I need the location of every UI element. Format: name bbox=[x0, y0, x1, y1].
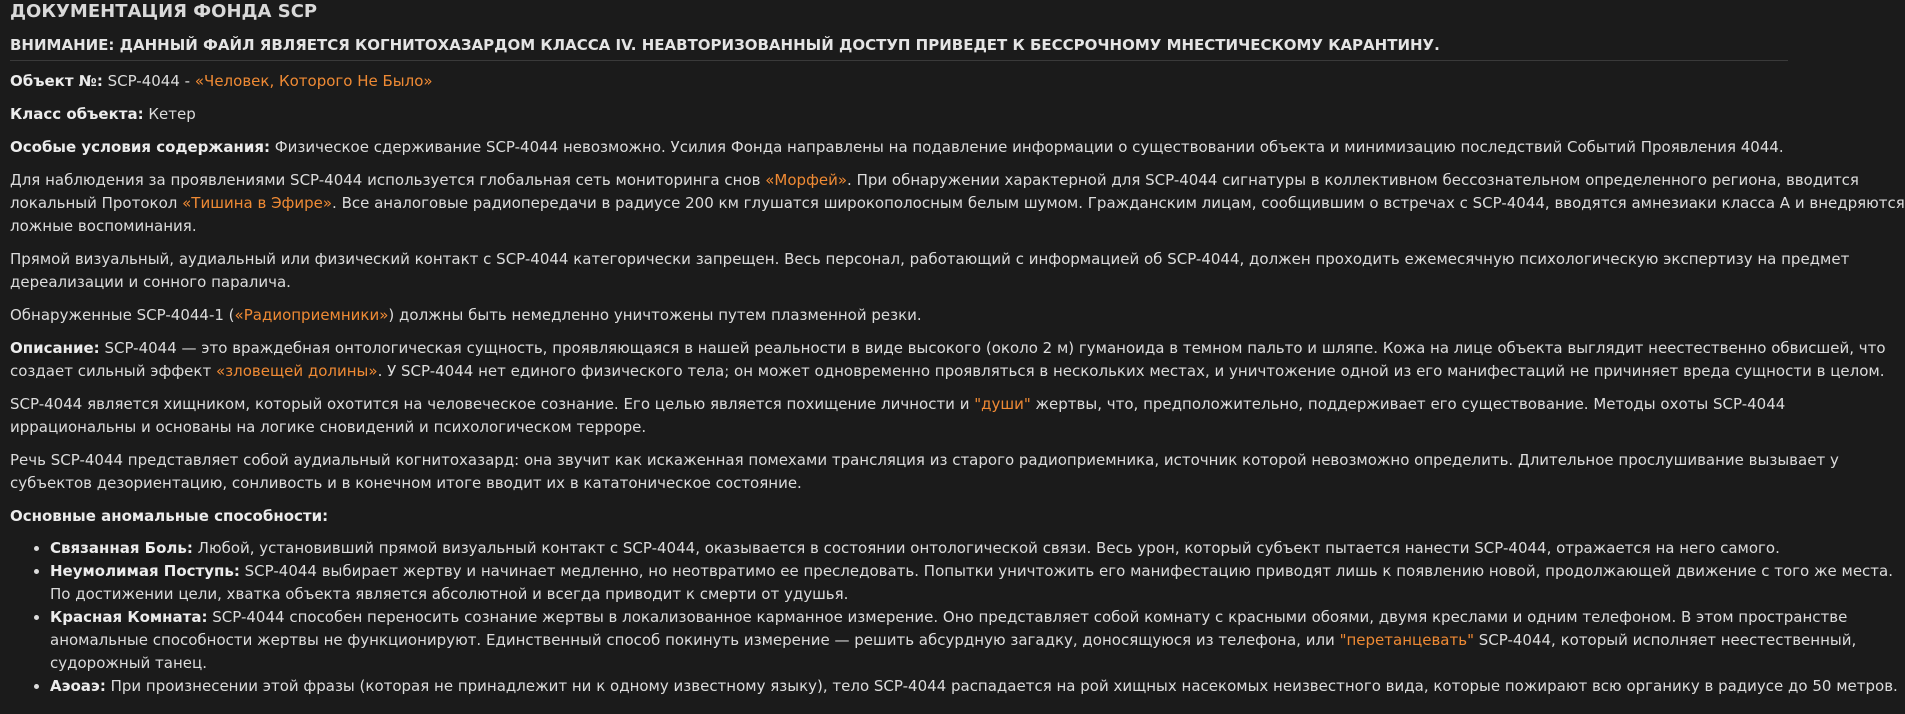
soul-link[interactable]: "души" bbox=[974, 395, 1031, 413]
uncanny-valley-link[interactable]: «зловещей долины» bbox=[215, 362, 378, 380]
containment-text-4a: Обнаруженные SCP-4044-1 ( bbox=[10, 306, 235, 324]
abilities-list bbox=[10, 537, 1898, 698]
description-text-2a: SCP-4044 является хищником, который охотится на человеческое сознание. Его целью является похищение личности и bbox=[10, 395, 970, 413]
containment-paragraph-2 bbox=[10, 169, 1905, 238]
morpheus-link[interactable]: «Морфей» bbox=[765, 171, 848, 189]
containment-text-2b: . При обнаружении характерной для SCP-4044 сигнатуры в коллективном бессознательном определенного региона, вводится bbox=[847, 171, 1859, 189]
description-label: Описание: bbox=[10, 339, 100, 357]
containment-text-2a: Для наблюдения за проявлениями SCP-4044 используется глобальная сеть мониторинга снов bbox=[10, 171, 761, 189]
outdance-link[interactable]: "перетанцевать" bbox=[1339, 631, 1474, 649]
ability-text: SCP-4044, который исполняет неестественный, bbox=[1478, 631, 1857, 649]
description-paragraph-1 bbox=[10, 337, 1886, 383]
object-number-label: Объект №: bbox=[10, 72, 103, 90]
ability-text: аномальные способности жертвы не функционируют. Единственный способ покинуть измерение — решить абсурдную загадку, доносящуюся из телефона, или bbox=[50, 631, 1335, 649]
containment-text-3b: дереализации и сонного паралича. bbox=[10, 273, 291, 291]
description-text-3a: Речь SCP-4044 представляет собой аудиальный когнитохазард: она звучит как искаженная помехами трансляция из старого радиоприемника, источник которой невозможно определить. Длительное прослушивание вызывает у bbox=[10, 451, 1839, 469]
ability-text: судорожный танец. bbox=[50, 654, 207, 672]
header-divider bbox=[10, 60, 1788, 61]
ability-label: Неумолимая Поступь: bbox=[50, 562, 240, 580]
description-paragraph-3 bbox=[10, 449, 1839, 495]
object-number-value: SCP-4044 - bbox=[107, 72, 191, 90]
ability-text: Любой, установивший прямой визуальный контакт с SCP-4044, оказывается в состоянии онтологической связи. Весь урон, который субъект пытается нанести SCP-4044, отражается на него самого. bbox=[197, 539, 1780, 557]
ability-label: Аэоаэ: bbox=[50, 677, 106, 695]
silence-protocol-link[interactable]: «Тишина в Эфире» bbox=[182, 194, 333, 212]
containment-paragraph-3 bbox=[10, 248, 1850, 294]
radio-receivers-link[interactable]: «Радиоприемники» bbox=[234, 306, 389, 324]
ability-label: Связанная Боль: bbox=[50, 539, 193, 557]
ability-text: SCP-4044 выбирает жертву и начинает медленно, но неотвратимо ее преследовать. Попытки уничтожить его манифестацию приводят лишь к появлению новой, продолжающей движение с того же места. bbox=[244, 562, 1893, 580]
list-item bbox=[50, 560, 1893, 606]
containment-label: Особые условия содержания: bbox=[10, 138, 270, 156]
object-class-value: Кетер bbox=[148, 105, 196, 123]
containment-text-2e: ложные воспоминания. bbox=[10, 217, 197, 235]
containment-paragraph-4 bbox=[10, 304, 1788, 327]
description-text-1c: . У SCP-4044 нет единого физического тела; он может одновременно проявляться в нескольких местах, и уничтожение одной из его манифестаций не причиняет вреда сущности в целом. bbox=[377, 362, 1885, 380]
list-item bbox=[50, 537, 1788, 560]
description-text-1b: создает сильный эффект bbox=[10, 362, 212, 380]
containment-text-3a: Прямой визуальный, аудиальный или физический контакт с SCP-4044 категорически запрещен. Весь персонал, работающий с информацией об SCP-4044, должен проходить ежемесячную психологическую экспертизу на предмет bbox=[10, 250, 1850, 268]
description-text-1a: SCP-4044 — это враждебная онтологическая сущность, проявляющаяся в нашей реальности в виде высокого (около 2 м) гуманоида в темном пальто и шляпе. Кожа на лице объекта выглядит неестественно обвисшей, что bbox=[104, 339, 1886, 357]
description-text-3b: субъектов дезориентацию, сонливость и в конечном итоге вводит их в кататоническое состояние. bbox=[10, 474, 802, 492]
ability-text: По достижении цели, хватка объекта является абсолютной и всегда приводит к смерти от удушья. bbox=[50, 585, 849, 603]
object-class-line bbox=[10, 103, 1788, 126]
ability-text: При произнесении этой фразы (которая не принадлежит ни к одному известному языку), тело SCP-4044 распадается на рой хищных насекомых неизвестного вида, которые пожирают всю органику в радиусе до 50 метров. bbox=[110, 677, 1898, 695]
containment-text-1: Физическое сдерживание SCP-4044 невозможно. Усилия Фонда направлены на подавление информации о существовании объекта и минимизацию последствий Событий Проявления 4044. bbox=[274, 138, 1784, 156]
list-item bbox=[50, 675, 1898, 698]
ability-label: Красная Комната: bbox=[50, 608, 208, 626]
description-paragraph-2 bbox=[10, 393, 1788, 439]
page-title: ДОКУМЕНТАЦИЯ ФОНДА SCP bbox=[10, 1, 318, 22]
object-name-link[interactable]: «Человек, Которого Не Было» bbox=[194, 72, 433, 90]
list-item bbox=[50, 606, 1857, 675]
cognitohazard-warning: ВНИМАНИЕ: ДАННЫЙ ФАЙЛ ЯВЛЯЕТСЯ КОГНИТОХАЗАРДОМ КЛАССА IV. НЕАВТОРИЗОВАННЫЙ ДОСТУП ПРИВЕДЕТ К БЕССРОЧНОМУ МНЕСТИЧЕСКОМУ КАРАНТИНУ. bbox=[10, 36, 1440, 54]
description-text-2c: иррациональны и основаны на логике сновидений и психологическом терроре. bbox=[10, 418, 647, 436]
containment-text-4b: ) должны быть немедленно уничтожены путем плазменной резки. bbox=[388, 306, 922, 324]
containment-paragraph-1 bbox=[10, 136, 1788, 159]
object-number-line bbox=[10, 70, 1788, 93]
abilities-heading: Основные аномальные способности: bbox=[10, 507, 329, 525]
object-class-label: Класс объекта: bbox=[10, 105, 144, 123]
containment-text-2c: локальный Протокол bbox=[10, 194, 178, 212]
ability-text: SCP-4044 способен переносить сознание жертвы в локализованное карманное измерение. Оно представляет собой комнату с красными обоями, двумя креслами и одним телефоном. В этом пространстве bbox=[212, 608, 1848, 626]
description-text-2b: жертвы, что, предположительно, поддерживает его существование. Методы охоты SCP-4044 bbox=[1035, 395, 1786, 413]
containment-text-2d: . Все аналоговые радиопередачи в радиусе 200 км глушатся широкополосным белым шумом. Гражданским лицам, сообщившим о встречах с SCP-4044, вводятся амнезиаки класса A и внедряются bbox=[332, 194, 1905, 212]
